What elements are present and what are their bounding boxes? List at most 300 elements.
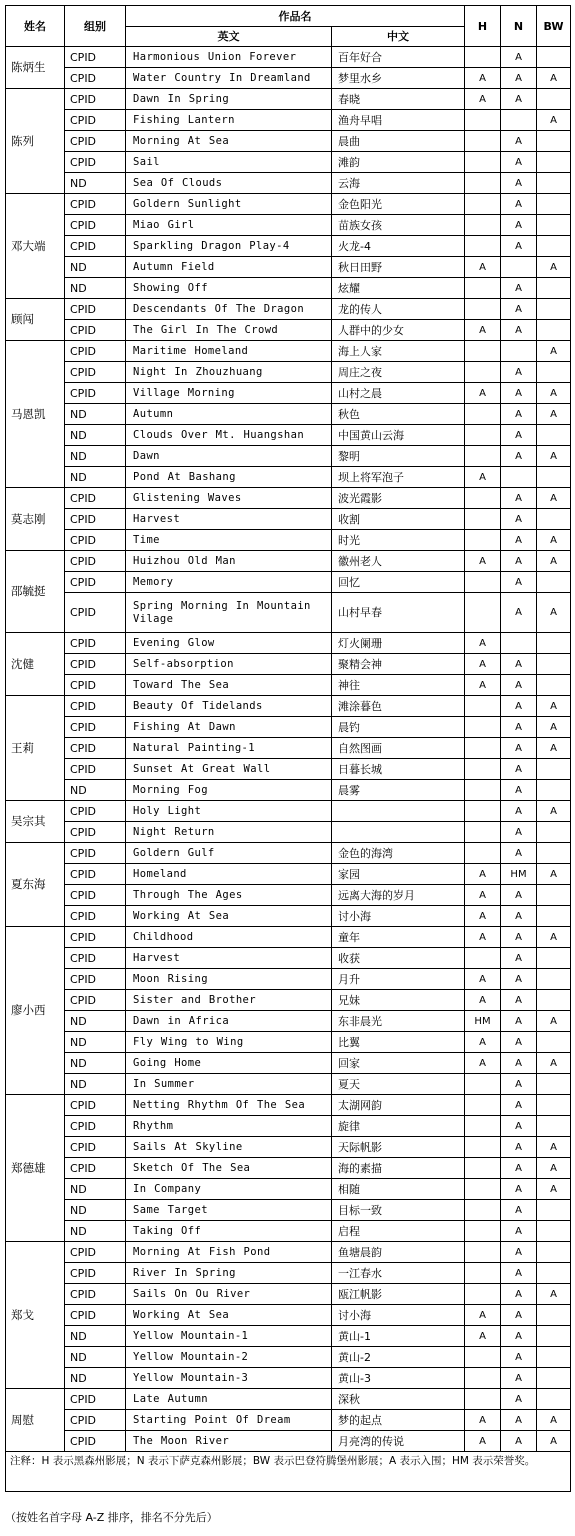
title-chinese-cell: 瓯江帆影 [332,1284,465,1305]
table-row [6,299,571,320]
title-english-cell: Late Autumn [126,1389,332,1410]
table-row [6,1305,571,1326]
h-result-cell: A [465,1053,501,1074]
bw-result-cell [537,1347,571,1368]
n-result-cell [501,257,537,278]
group-cell: ND [65,1347,126,1368]
group-cell: ND [65,425,126,446]
table-row [6,780,571,801]
group-cell: ND [65,467,126,488]
group-cell: ND [65,1221,126,1242]
title-english-cell: Fishing Lantern [126,110,332,131]
title-chinese-cell: 家园 [332,864,465,885]
photographer-name: 吴宗其 [6,801,65,843]
h-result-cell: A [465,1305,501,1326]
h-result-cell [465,1116,501,1137]
group-cell: CPID [65,299,126,320]
n-result-cell: HM [501,864,537,885]
bw-result-cell [537,278,571,299]
group-cell: CPID [65,593,126,633]
title-english-cell: Morning At Fish Pond [126,1242,332,1263]
h-result-cell [465,131,501,152]
bw-result-cell: A [537,530,571,551]
photographer-name: 莫志刚 [6,488,65,551]
h-result-cell: A [465,675,501,696]
n-result-cell: A [501,1326,537,1347]
bw-result-cell [537,236,571,257]
n-result-cell [501,633,537,654]
table-body [6,47,571,1452]
group-cell: CPID [65,927,126,948]
bw-result-cell: A [537,1137,571,1158]
title-chinese-cell: 童年 [332,927,465,948]
h-result-cell: A [465,969,501,990]
bw-result-cell [537,759,571,780]
n-result-cell: A [501,969,537,990]
title-chinese-cell: 黄山-3 [332,1368,465,1389]
h-result-cell [465,278,501,299]
n-result-cell: A [501,927,537,948]
n-result-cell: A [501,1116,537,1137]
title-chinese-cell: 兄妹 [332,990,465,1011]
bw-result-cell [537,194,571,215]
title-english-cell: Sail [126,152,332,173]
h-result-cell: A [465,1410,501,1431]
n-result-cell: A [501,822,537,843]
group-cell: CPID [65,383,126,404]
bw-result-cell: A [537,1431,571,1452]
table-row [6,173,571,194]
table-row [6,1011,571,1032]
results-table [5,5,571,1492]
title-chinese-cell: 梦的起点 [332,1410,465,1431]
title-english-cell: Sketch Of The Sea [126,1158,332,1179]
group-cell: CPID [65,948,126,969]
table-header [6,6,571,47]
title-chinese-cell: 黎明 [332,446,465,467]
table-row [6,1116,571,1137]
title-english-cell: Natural Painting-1 [126,738,332,759]
title-english-cell: Autumn [126,404,332,425]
header-bw: BW [537,6,571,47]
title-english-cell: Harvest [126,948,332,969]
title-english-cell: Memory [126,572,332,593]
h-result-cell [465,717,501,738]
table-row [6,864,571,885]
title-english-cell: Time [126,530,332,551]
group-cell: CPID [65,1116,126,1137]
group-cell: CPID [65,843,126,864]
group-cell: CPID [65,236,126,257]
table-row [6,278,571,299]
bw-result-cell [537,509,571,530]
group-cell: CPID [65,530,126,551]
group-cell: CPID [65,801,126,822]
table-row [6,383,571,404]
title-english-cell: Working At Sea [126,906,332,927]
n-result-cell: A [501,47,537,68]
table-row [6,717,571,738]
bw-result-cell: A [537,1410,571,1431]
table-row [6,990,571,1011]
title-chinese-cell: 收割 [332,509,465,530]
title-english-cell: Maritime Homeland [126,341,332,362]
n-result-cell: A [501,299,537,320]
bw-result-cell [537,1116,571,1137]
bw-result-cell [537,467,571,488]
group-cell: CPID [65,1389,126,1410]
h-result-cell: A [465,68,501,89]
h-result-cell [465,572,501,593]
n-result-cell: A [501,1221,537,1242]
bw-result-cell: A [537,696,571,717]
title-chinese-cell: 金色阳光 [332,194,465,215]
bw-result-cell: A [537,551,571,572]
bw-result-cell [537,320,571,341]
table-row [6,927,571,948]
title-english-cell: Dawn [126,446,332,467]
n-result-cell: A [501,1032,537,1053]
group-cell: CPID [65,1137,126,1158]
h-result-cell [465,530,501,551]
h-result-cell: A [465,654,501,675]
title-chinese-cell: 旋律 [332,1116,465,1137]
title-english-cell: Goldern Sunlight [126,194,332,215]
h-result-cell [465,1368,501,1389]
n-result-cell: A [501,843,537,864]
title-chinese-cell: 天际帆影 [332,1137,465,1158]
n-result-cell: A [501,425,537,446]
bw-result-cell: A [537,68,571,89]
bw-result-cell [537,780,571,801]
photographer-name: 王莉 [6,696,65,801]
table-row [6,1095,571,1116]
photographer-name: 陈炳生 [6,47,65,89]
photographer-name: 郑德雄 [6,1095,65,1242]
table-row [6,593,571,633]
n-result-cell: A [501,383,537,404]
title-chinese-cell: 金色的海湾 [332,843,465,864]
group-cell: CPID [65,320,126,341]
title-english-cell: Self-absorption [126,654,332,675]
bw-result-cell: A [537,717,571,738]
table-row [6,675,571,696]
title-chinese-cell: 太湖网韵 [332,1095,465,1116]
bw-result-cell: A [537,257,571,278]
title-chinese-cell: 百年好合 [332,47,465,68]
title-chinese-cell: 中国黄山云海 [332,425,465,446]
group-cell: CPID [65,215,126,236]
bw-result-cell [537,215,571,236]
title-english-cell: Dawn in Africa [126,1011,332,1032]
bw-result-cell [537,1074,571,1095]
n-result-cell: A [501,906,537,927]
h-result-cell [465,696,501,717]
table-row [6,738,571,759]
h-result-cell: A [465,1431,501,1452]
title-english-cell: Yellow Mountain-2 [126,1347,332,1368]
h-result-cell [465,194,501,215]
h-result-cell [465,215,501,236]
h-result-cell: A [465,320,501,341]
group-cell: ND [65,1326,126,1347]
group-cell: CPID [65,654,126,675]
title-english-cell: Same Target [126,1200,332,1221]
table-row [6,801,571,822]
h-result-cell: A [465,1326,501,1347]
title-english-cell: Taking Off [126,1221,332,1242]
title-chinese-cell: 灯火阑珊 [332,633,465,654]
title-chinese-cell: 比翼 [332,1032,465,1053]
h-result-cell [465,362,501,383]
table-row [6,948,571,969]
bw-result-cell: A [537,1179,571,1200]
group-cell: CPID [65,1242,126,1263]
title-english-cell: Holy Light [126,801,332,822]
h-result-cell [465,1095,501,1116]
title-english-cell: The Girl In The Crowd [126,320,332,341]
n-result-cell: A [501,1284,537,1305]
title-english-cell: Spring Morning In Mountain Vilage [126,593,332,633]
group-cell: ND [65,173,126,194]
group-cell: CPID [65,969,126,990]
bw-result-cell: A [537,1011,571,1032]
photographer-name: 沈健 [6,633,65,696]
title-chinese-cell: 秋日田野 [332,257,465,278]
h-result-cell [465,110,501,131]
h-result-cell [465,404,501,425]
title-chinese-cell: 龙的传人 [332,299,465,320]
h-result-cell [465,593,501,633]
title-english-cell: Dawn In Spring [126,89,332,110]
h-result-cell [465,446,501,467]
bw-result-cell [537,1326,571,1347]
table-row [6,404,571,425]
header-h: H [465,6,501,47]
bw-result-cell: A [537,1053,571,1074]
n-result-cell: A [501,152,537,173]
title-english-cell: Huizhou Old Man [126,551,332,572]
bw-result-cell [537,131,571,152]
table-row [6,89,571,110]
group-cell: CPID [65,362,126,383]
title-english-cell: Childhood [126,927,332,948]
h-result-cell: A [465,467,501,488]
n-result-cell: A [501,717,537,738]
h-result-cell [465,152,501,173]
title-english-cell: In Company [126,1179,332,1200]
bw-result-cell: A [537,110,571,131]
h-result-cell [465,236,501,257]
title-chinese-cell: 海的素描 [332,1158,465,1179]
group-cell: CPID [65,822,126,843]
group-cell: CPID [65,717,126,738]
group-cell: ND [65,446,126,467]
n-result-cell: A [501,1431,537,1452]
group-cell: ND [65,1368,126,1389]
bw-result-cell [537,47,571,68]
n-result-cell: A [501,509,537,530]
table-row [6,110,571,131]
title-english-cell: Beauty Of Tidelands [126,696,332,717]
group-cell: ND [65,1179,126,1200]
table-row [6,759,571,780]
n-result-cell: A [501,1158,537,1179]
title-english-cell: Sunset At Great Wall [126,759,332,780]
table-row [6,1347,571,1368]
title-english-cell: Clouds Over Mt. Huangshan [126,425,332,446]
group-cell: CPID [65,1158,126,1179]
table-row [6,885,571,906]
table-row [6,1137,571,1158]
h-result-cell: A [465,383,501,404]
title-english-cell: Glistening Waves [126,488,332,509]
n-result-cell: A [501,530,537,551]
photographer-name: 顾闯 [6,299,65,341]
bw-result-cell [537,843,571,864]
photographer-name: 夏东海 [6,843,65,927]
title-chinese-cell: 海上人家 [332,341,465,362]
h-result-cell [465,1179,501,1200]
title-chinese-cell: 山村早春 [332,593,465,633]
group-cell: CPID [65,131,126,152]
group-cell: ND [65,1200,126,1221]
group-cell: CPID [65,68,126,89]
h-result-cell [465,843,501,864]
group-cell: CPID [65,1284,126,1305]
table-row [6,654,571,675]
n-result-cell: A [501,1368,537,1389]
title-english-cell: Goldern Gulf [126,843,332,864]
h-result-cell [465,299,501,320]
table-row [6,572,571,593]
h-result-cell: A [465,551,501,572]
title-chinese-cell: 远离大海的岁月 [332,885,465,906]
title-english-cell: River In Spring [126,1263,332,1284]
title-chinese-cell: 晨曲 [332,131,465,152]
n-result-cell: A [501,801,537,822]
title-chinese-cell: 徽州老人 [332,551,465,572]
header-name: 姓名 [6,6,65,47]
title-chinese-cell: 相随 [332,1179,465,1200]
table-row [6,822,571,843]
table-row [6,488,571,509]
title-english-cell: Fly Wing to Wing [126,1032,332,1053]
n-result-cell: A [501,551,537,572]
results-sheet [5,5,570,1492]
title-chinese-cell: 讨小海 [332,906,465,927]
table-row [6,215,571,236]
h-result-cell [465,425,501,446]
table-row [6,362,571,383]
n-result-cell: A [501,1011,537,1032]
bw-result-cell [537,822,571,843]
h-result-cell: A [465,990,501,1011]
n-result-cell: A [501,404,537,425]
title-english-cell: Working At Sea [126,1305,332,1326]
bw-result-cell [537,1095,571,1116]
title-english-cell: Sails On Ou River [126,1284,332,1305]
n-result-cell: A [501,236,537,257]
n-result-cell: A [501,1305,537,1326]
group-cell: CPID [65,1095,126,1116]
h-result-cell [465,801,501,822]
title-english-cell: Water Country In Dreamland [126,68,332,89]
h-result-cell: A [465,885,501,906]
header-work: 作品名 [126,6,465,27]
n-result-cell [501,110,537,131]
title-english-cell: Night Return [126,822,332,843]
group-cell: CPID [65,341,126,362]
n-result-cell: A [501,173,537,194]
title-chinese-cell: 坝上将军泡子 [332,467,465,488]
group-cell: CPID [65,551,126,572]
bw-result-cell: A [537,801,571,822]
bw-result-cell: A [537,404,571,425]
table-row [6,68,571,89]
header-english: 英文 [126,27,332,47]
title-english-cell: Through The Ages [126,885,332,906]
title-english-cell: Yellow Mountain-3 [126,1368,332,1389]
bw-result-cell [537,885,571,906]
bw-result-cell [537,425,571,446]
title-chinese-cell: 滩韵 [332,152,465,173]
table-row [6,696,571,717]
title-english-cell: Harmonious Union Forever [126,47,332,68]
h-result-cell: A [465,257,501,278]
title-chinese-cell: 秋色 [332,404,465,425]
photographer-name: 邓大端 [6,194,65,299]
title-english-cell: Sails At Skyline [126,1137,332,1158]
table-row [6,1410,571,1431]
h-result-cell [465,759,501,780]
h-result-cell [465,47,501,68]
h-result-cell [465,1074,501,1095]
group-cell: ND [65,404,126,425]
title-chinese-cell: 启程 [332,1221,465,1242]
table-row [6,551,571,572]
title-chinese-cell: 神往 [332,675,465,696]
n-result-cell [501,467,537,488]
table-row [6,1053,571,1074]
bw-result-cell [537,152,571,173]
title-chinese-cell: 黄山-2 [332,1347,465,1368]
table-row [6,1263,571,1284]
n-result-cell: A [501,990,537,1011]
h-result-cell: A [465,927,501,948]
title-english-cell: Going Home [126,1053,332,1074]
table-row [6,131,571,152]
h-result-cell [465,948,501,969]
title-chinese-cell: 聚精会神 [332,654,465,675]
title-chinese-cell: 炫耀 [332,278,465,299]
group-cell: CPID [65,488,126,509]
h-result-cell [465,1284,501,1305]
title-english-cell: Autumn Field [126,257,332,278]
group-cell: ND [65,1053,126,1074]
bw-result-cell: A [537,593,571,633]
title-chinese-cell: 晨雾 [332,780,465,801]
table-row [6,446,571,467]
title-english-cell: Pond At Bashang [126,467,332,488]
title-chinese-cell: 月升 [332,969,465,990]
title-chinese-cell: 日暮长城 [332,759,465,780]
title-chinese-cell: 收获 [332,948,465,969]
h-result-cell [465,1158,501,1179]
group-cell: ND [65,1032,126,1053]
title-chinese-cell: 自然图画 [332,738,465,759]
title-chinese-cell: 人群中的少女 [332,320,465,341]
